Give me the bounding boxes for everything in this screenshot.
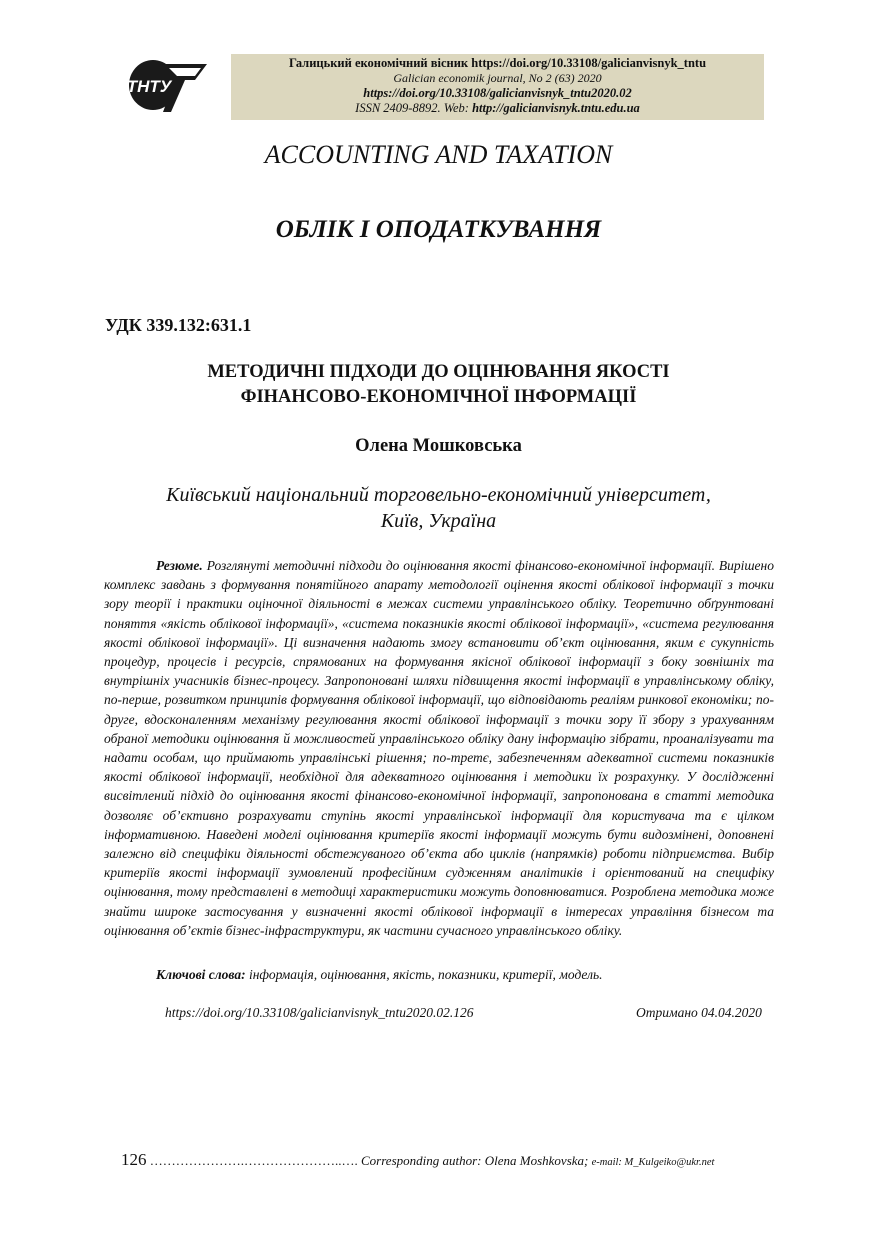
section-title-en: ACCOUNTING AND TAXATION [264, 140, 613, 169]
keywords-text: інформація, оцінювання, якість, показники, критерії, модель. [245, 967, 603, 982]
page-number: 126 [121, 1150, 147, 1169]
udk-code: УДК 339.132:631.1 [105, 315, 252, 335]
keywords [156, 967, 603, 983]
affiliation-line-2: Київ, Україна [380, 510, 497, 532]
keywords-label: Ключові слова: [156, 967, 246, 982]
abstract-text: Розглянуті методичні підходи до оцінювання якості фінансово-економічної інформації. Вирішено комплекс завдань з формування понятійного апарату методології оцінення якості облікової інформації з точки зору теорії і практики оціночної діяльності в межах системи управлінського обліку. Теоретично обґрунтовані поняття «якість облікової інформації», «система показників якості облікової інформації», «система регулювання якості облікової інформації». Ці визначення надають змогу встановити об’єкт оцінювання, яким є сукупність процедур, процесів і ресурсів, спрямованих на формування якісної облікової інформації з боку зовнішніх та внутрішніх учасників бізнес-процесу. Запропоновані шляхи підвищення якості інформації в управлінському обліку, по-перше, розвитком принципів формування облікової інформації, що відповідають реаліям ринкової економіки; по-друге, вдосконаленням механізму регулювання якості облікової інформації з точки зору її збору з урахуванням обраної методики оцінювання й можливостей управлінського обліку дану інформацію зібрати, проаналізувати та надати особам, що приймають управлінські рішення; по-третє, забезпеченням адекватної системи показників якості облікової інформації, необхідної для адекватного оцінювання і методики їх розрахунку. У дослідженні висвітлений підхід до оцінювання якості фінансово-економічної інформації, запропонована в статті методика дозволяє об’єктивно розрахувати ступінь якості управлінської інформації для користувача та є цілком інформативною. Наведені моделі оцінювання критеріїв якості інформації можуть бути видозмінені, доповнені залежно від специфіки діяльності обстежуваного об’єкта або циклів (напрямків) роботи підприємства. Вибір критеріїв якості інформації зумовлений професійним судженням аналітиків і орієнтований на специфіку оцінювання, тому представлені в методиці характеристики можуть доповнюватися. Розроблена методика може знайти широке застосування у визначенні якості облікової інформації в інтересах управління бізнесом та оцінювання об’єктів бізнес-інфраструктури, як частини сучасного управлінського обліку. [104, 558, 774, 938]
abstract-label: Резюме. [156, 558, 203, 573]
logo-text: ТНТУ [126, 77, 172, 96]
section-title-ua: ОБЛІК І ОПОДАТКУВАННЯ [275, 216, 602, 243]
received-date: Отримано 04.04.2020 [636, 1005, 762, 1020]
journal-web-link[interactable]: http://galicianvisnyk.tntu.edu.ua [472, 101, 640, 115]
author-email[interactable]: e-mail: M_Kulgeiko@ukr.net [591, 1157, 715, 1168]
journal-header [231, 54, 764, 120]
journal-issn [231, 101, 764, 116]
journal-title: Галицький економічний вісник https://doi.org/10.33108/galicianvisnyk_tntu [288, 56, 707, 70]
corresponding-author: Corresponding author: Olena Moshkovska; [361, 1153, 592, 1168]
author-affiliation [0, 482, 877, 534]
abstract [104, 556, 774, 940]
article-title [0, 360, 877, 410]
article-doi-link[interactable]: https://doi.org/10.33108/galicianvisnyk_tntu2020.02.126 [165, 1005, 474, 1020]
issn-text: ISSN 2409-8892. Web: [355, 101, 473, 115]
affiliation-line-1: Київський національний торговельно-економічний університет, [166, 484, 711, 506]
journal-doi-link[interactable]: https://doi.org/10.33108/galicianvisnyk_tntu2020.02 [363, 86, 632, 100]
journal-issue: Galician economik journal, No 2 (63) 2020 [393, 71, 602, 85]
page-footer [121, 1150, 714, 1170]
tntu-logo [125, 54, 209, 118]
title-line-2: ФІНАНСОВО-ЕКОНОМІЧНОЇ ІНФОРМАЦІЇ [240, 387, 637, 407]
author-name: Олена Мошковська [355, 436, 522, 456]
footer-dots: ………………….…………………..…. [146, 1153, 361, 1168]
title-line-1: МЕТОДИЧНІ ПІДХОДИ ДО ОЦІНЮВАННЯ ЯКОСТІ [207, 362, 670, 382]
